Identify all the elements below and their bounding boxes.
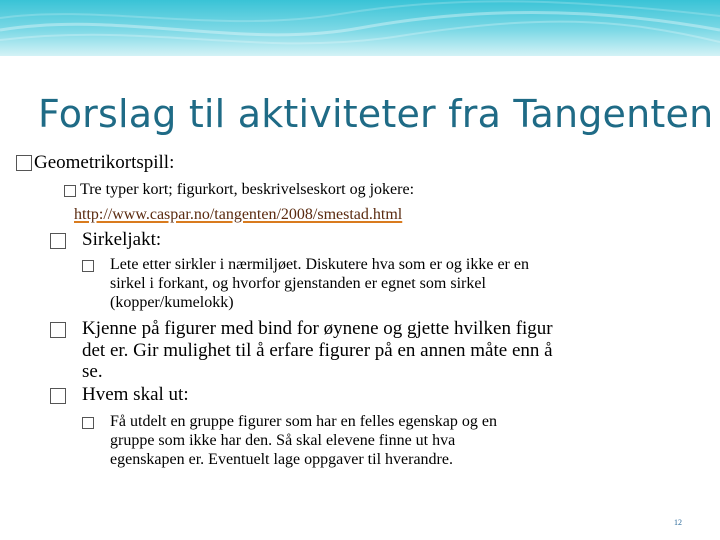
item-sirkel-sub-line: (kopper/kumelokk): [110, 294, 234, 311]
tangenten-link[interactable]: http://www.caspar.no/tangenten/2008/smestad.html: [74, 206, 403, 223]
sub-bullet-icon: [82, 260, 94, 272]
bullet-icon: [16, 155, 32, 171]
item-sirkeljakt-label: Sirkeljakt:: [82, 229, 162, 250]
item-sirkel-sub-line: sirkel i forkant, og hvorfor gjenstanden er egnet som sirkel: [110, 275, 486, 292]
decorative-banner: [0, 0, 720, 56]
item-kjenne-line: se.: [82, 361, 103, 382]
item-hvem-sub-line: egenskapen er. Eventuelt lage oppgaver til hverandre.: [110, 451, 453, 468]
item-sirkel-sub-line: Lete etter sirkler i nærmiljøet. Diskutere hva som er og ikke er en: [110, 256, 529, 273]
slide-title: Forslag til aktiviteter fra Tangenten: [38, 92, 714, 136]
page-number: 12: [674, 518, 682, 527]
sub-bullet-icon: [82, 417, 94, 429]
item-hvem-sub-line: Få utdelt en gruppe figurer som har en felles egenskap og en: [110, 413, 497, 430]
item-hvem-sub-line: gruppe som ikke har den. Så skal elevene finne ut hva: [110, 432, 456, 449]
bullet-icon: [50, 233, 66, 249]
bullet-icon: [50, 322, 66, 338]
item-kjenne-line: det er. Gir mulighet til å erfare figurer på en annen måte enn å: [82, 340, 553, 361]
item-geometrikortspill-label: Geometrikortspill:: [34, 152, 175, 173]
sub-bullet-icon: [64, 185, 76, 197]
item-geometri-sub-text: Tre typer kort; figurkort, beskrivelseskort og jokere:: [80, 181, 415, 198]
wave-pattern-icon: [0, 0, 720, 56]
bullet-icon: [50, 388, 66, 404]
item-kjenne-line: Kjenne på figurer med bind for øynene og gjette hvilken figur: [82, 318, 553, 339]
item-hvem-label: Hvem skal ut:: [82, 384, 189, 405]
